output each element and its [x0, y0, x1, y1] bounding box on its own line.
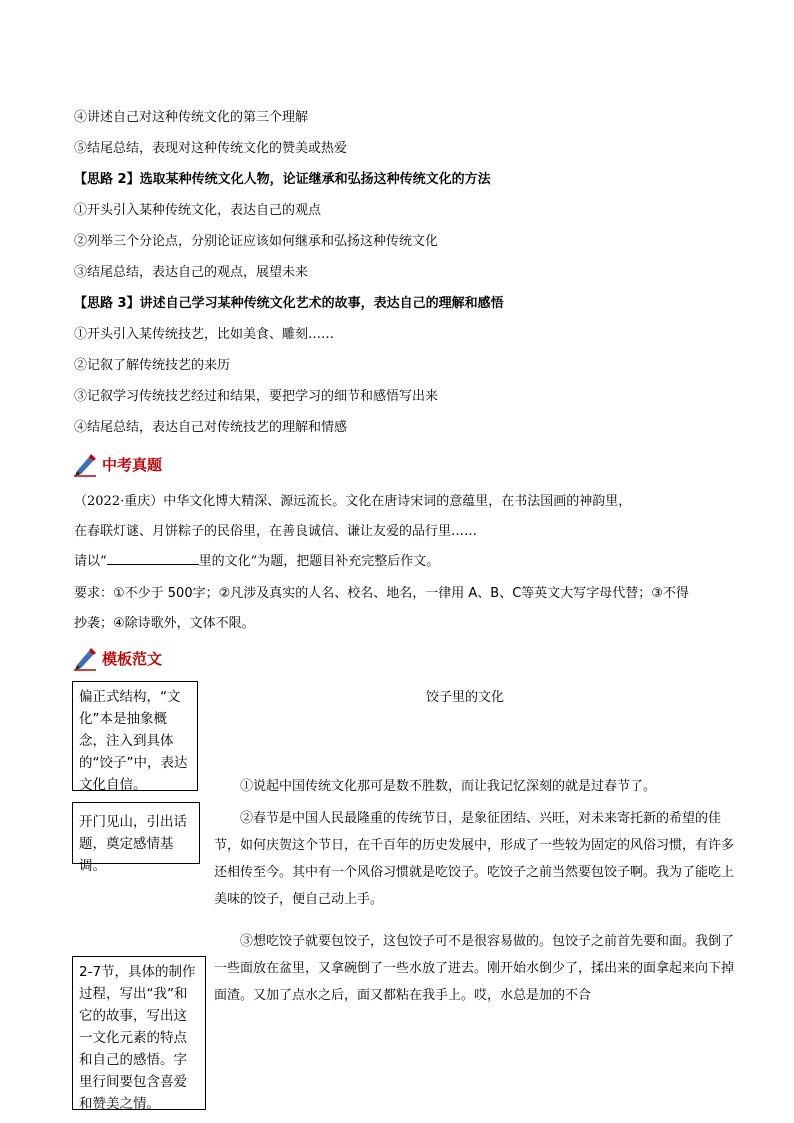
exam-prompt-line: （2022·重庆）中华文化博大精深、源远流长。文化在唐诗宋词的意蕴里，在书法国画的神韵里， — [74, 494, 632, 509]
list-item: ④讲述自己对这种传统文化的第三个理解 — [74, 110, 309, 125]
list-item: ①开头引入某种传统文化，表达自己的观点 — [74, 203, 322, 218]
list-item: ①开头引入某传统技艺，比如美食、雕刻…… — [74, 327, 335, 342]
pen-icon — [72, 451, 98, 477]
annotation-note: 偏正式结构，“文化”本是抽象概念，注入到具体的“饺子”中，表达文化自信。 — [72, 681, 198, 791]
list-item: ⑤结尾总结，表现对这种传统文化的赞美或热爱 — [74, 141, 348, 156]
model-section-heading — [72, 645, 162, 671]
annotation-note: 2-7节，具体的制作过程，写出“我”和它的故事，写出这一文化元素的特点和自己的感悟。字里行间要包含喜爱和赞美之情。 — [72, 956, 206, 1110]
list-item: ④结尾总结，表达自己对传统技艺的理解和情感 — [74, 420, 348, 435]
section-title: 模板范文 — [102, 649, 163, 668]
essay-paragraph: ③想吃饺子就要包饺子，这包饺子可不是很容易做的。包饺子之前首先要和面。我倒了一些面放在盆里，又拿碗倒了一些水放了进去。刚开始水倒少了，揉出来的面拿起来向下掉面渣。又加了点水之后，面又都粘在我手上。哎，水总是加的不合 — [214, 934, 735, 1003]
essay-paragraph: ①说起中国传统文化那可是数不胜数，而让我记忆深刻的就是过春节了。 — [240, 779, 657, 794]
requirements-line: 要求：①不少于 500字；②凡涉及真实的人名、校名、地名，一律用 A、B、C等英文大写字母代替；③不得 — [74, 586, 689, 601]
exam-prompt-line: 在春联灯谜、月饼粽子的民俗里，在善良诚信、谦让友爱的品行里…… — [74, 524, 478, 539]
prompt-text: 里的文化”为题，把题目补充完整后作文。 — [198, 554, 440, 569]
essay-paragraph: ②春节是中国人民最隆重的传统节日，是象征团结、兴旺，对未来寄托新的希望的佳节，如何庆贺这个节日，在千百年的历史发展中，形成了一些较为固定的风俗习惯，有许多还相传至今。其中有一个风俗习惯就是吃饺子。吃饺子之前当然要包饺子啊。我为了能吃上美味的饺子，便自己动上手。 — [214, 811, 735, 907]
pen-icon — [72, 645, 98, 671]
essay-title: 饺子里的文化 — [425, 690, 504, 705]
idea3-heading: 【思路 3】讲述自己学习某种传统文化艺术的故事，表达自己的理解和感悟 — [74, 296, 504, 311]
list-item: ③记叙学习传统技艺经过和结果，要把学习的细节和感悟写出来 — [74, 389, 439, 404]
list-item: ②记叙了解传统技艺的来历 — [74, 358, 231, 373]
exam-section-heading — [72, 451, 162, 477]
prompt-text: 请以“ — [74, 554, 107, 569]
section-title: 中考真题 — [102, 455, 163, 474]
list-item: ②列举三个分论点，分别论证应该如何继承和弘扬这种传统文化 — [74, 234, 439, 249]
idea2-heading: 【思路 2】选取某种传统文化人物，论证继承和弘扬这种传统文化的方法 — [74, 172, 491, 187]
annotation-note: 开门见山，引出话题，奠定感情基调。 — [72, 802, 200, 864]
title-blank — [107, 554, 199, 565]
exam-prompt-line — [74, 550, 439, 569]
requirements-line: 抄袭；④除诗歌外，文体不限。 — [74, 616, 255, 631]
list-item: ③结尾总结，表达自己的观点，展望未来 — [74, 265, 309, 280]
